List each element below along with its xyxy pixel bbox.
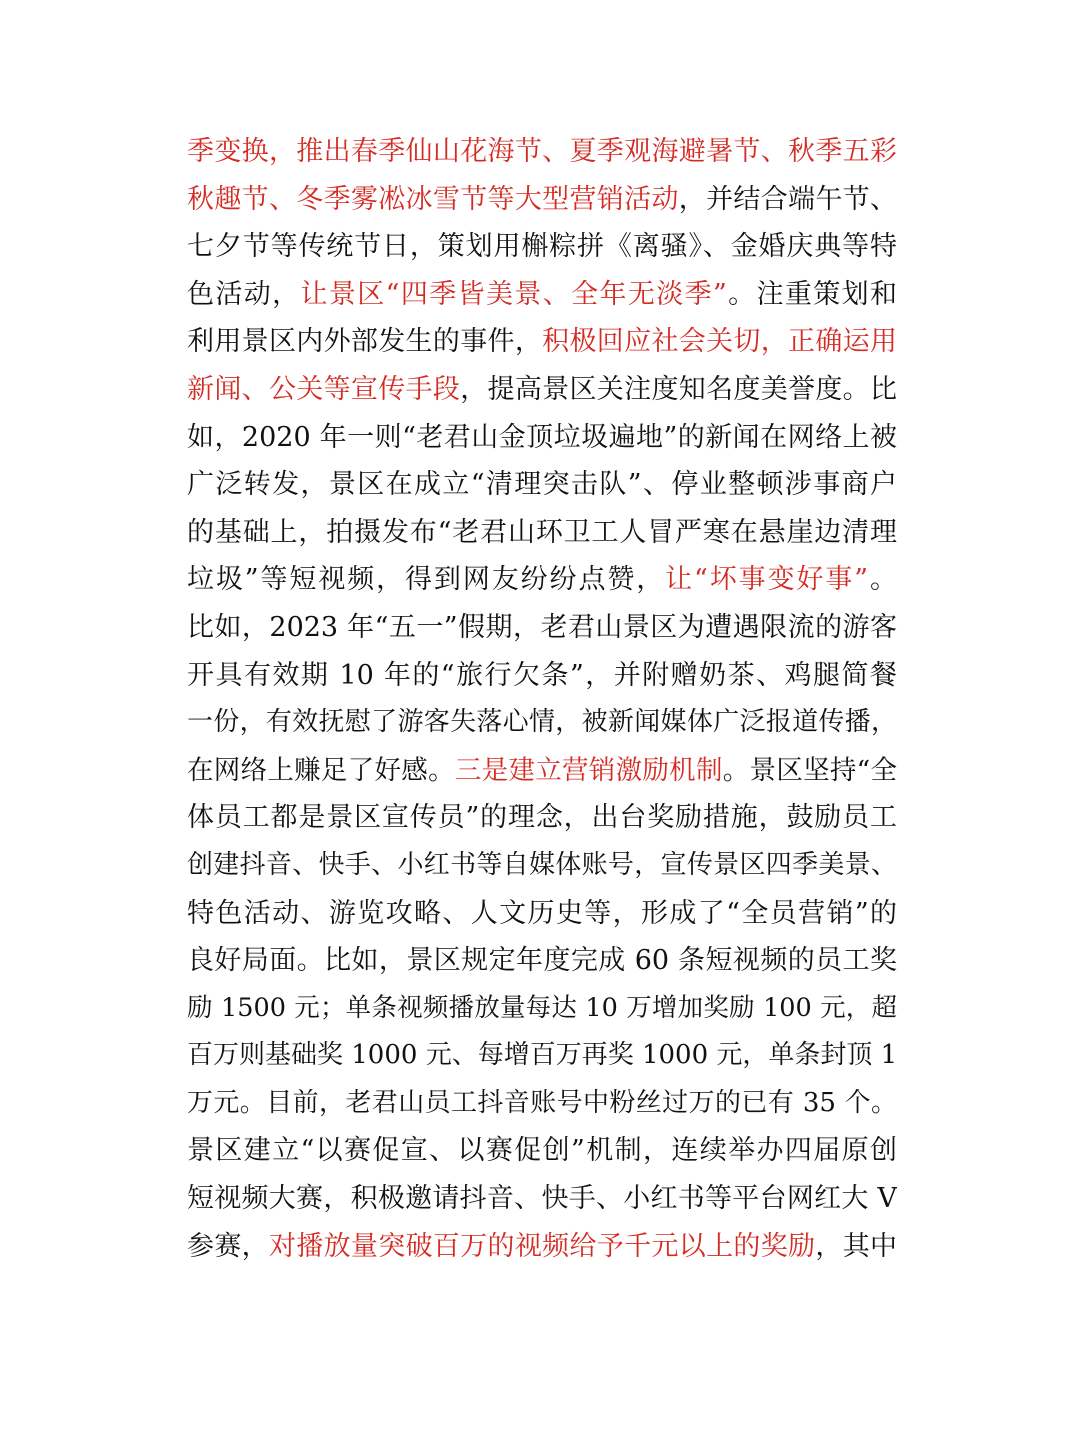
text-line — [187, 1223, 897, 1271]
text-line — [187, 461, 897, 509]
highlighted-text: 让景区“四季皆美景、全年无淡季” — [300, 278, 727, 310]
body-text: 开具有效期 10 年的“旅行欠条”，并附赠奶茶、鸡腿简餐 — [187, 659, 897, 691]
body-text: 参赛， — [187, 1230, 269, 1262]
text-line — [187, 985, 897, 1033]
body-text: 。 — [868, 564, 897, 596]
highlighted-text: 三是建立营销激励机制 — [454, 754, 723, 786]
body-text: 垃圾”等短视频，得到网友纷纷点赞， — [187, 564, 666, 596]
body-text: ，并结合端午节、 — [678, 183, 897, 215]
text-line — [187, 604, 897, 652]
body-text: 特色活动、游览攻略、人文历史等，形成了“全员营销”的 — [187, 897, 897, 929]
text-line — [187, 1175, 897, 1223]
body-text: ，其中 — [815, 1230, 897, 1262]
body-text: 的基础上，拍摄发布“老君山环卫工人冒严寒在悬崖边清理 — [187, 516, 897, 548]
text-line — [187, 366, 897, 414]
body-text: ，提高景区关注度知名度美誉度。比 — [460, 373, 897, 405]
body-text: 百万则基础奖 1000 元、每增百万再奖 1000 元，单条封顶 1 — [187, 1040, 897, 1071]
body-text: 。景区坚持“全 — [722, 754, 897, 786]
body-text: 体员工都是景区宣传员”的理念，出台奖励措施，鼓励员工 — [187, 802, 897, 834]
text-line — [187, 652, 897, 700]
body-text: 良好局面。比如，景区规定年度完成 60 条短视频的员工奖 — [187, 945, 897, 977]
text-line — [187, 699, 897, 747]
text-line — [187, 128, 897, 176]
text-line — [187, 1032, 897, 1080]
body-text: 励 1500 元；单条视频播放量每达 10 万增加奖励 100 元，超 — [187, 992, 897, 1023]
text-line — [187, 890, 897, 938]
body-text: 短视频大赛，积极邀请抖音、快手、小红书等平台网红大 V — [187, 1183, 897, 1215]
text-line — [187, 1080, 897, 1128]
body-paragraph — [187, 128, 897, 1270]
body-text: 万元。目前，老君山员工抖音账号中粉丝过万的已有 35 个。 — [187, 1087, 897, 1118]
text-line — [187, 176, 897, 224]
text-line — [187, 842, 897, 890]
text-line — [187, 509, 897, 557]
highlighted-text: 新闻、公关等宣传手段 — [187, 373, 461, 405]
body-text: 色活动， — [187, 278, 301, 310]
highlighted-text: 秋趣节、冬季雾凇冰雪节等大型营销活动 — [187, 183, 679, 215]
body-text: 。注重策划和 — [726, 278, 897, 310]
body-text: 比如，2023 年“五一”假期，老君山景区为遭遇限流的游客 — [187, 611, 897, 643]
body-text: 七夕节等传统节日，策划用槲粽拼《离骚》、金婚庆典等特 — [187, 231, 897, 263]
body-text: 创建抖音、快手、小红书等自媒体账号，宣传景区四季美景、 — [187, 849, 897, 880]
text-line — [187, 318, 897, 366]
highlighted-text: 季变换，推出春季仙山花海节、夏季观海避暑节、秋季五彩 — [187, 136, 897, 167]
body-text: 如，2020 年一则“老君山金顶垃圾遍地”的新闻在网络上被 — [187, 421, 897, 453]
text-line — [187, 1127, 897, 1175]
body-text: 景区建立“以赛促宣、以赛促创”机制，连续举办四届原创 — [187, 1135, 897, 1167]
highlighted-text: 积极回应社会关切，正确运用 — [542, 326, 897, 358]
text-line — [187, 747, 897, 795]
text-line — [187, 271, 897, 319]
highlighted-text: 对播放量突破百万的视频给予千元以上的奖励 — [268, 1230, 816, 1262]
text-line — [187, 794, 897, 842]
text-line — [187, 414, 897, 462]
body-text: 在网络上赚足了好感。 — [187, 754, 455, 786]
body-text: 广泛转发，景区在成立“清理突击队”、停业整顿涉事商户 — [187, 469, 897, 501]
highlighted-text: 让“坏事变好事” — [665, 564, 869, 596]
body-text: 一份，有效抚慰了游客失落心情，被新闻媒体广泛报道传播， — [187, 707, 897, 738]
text-line — [187, 223, 897, 271]
text-line — [187, 556, 897, 604]
text-line — [187, 937, 897, 985]
body-text: 利用景区内外部发生的事件， — [187, 326, 543, 358]
